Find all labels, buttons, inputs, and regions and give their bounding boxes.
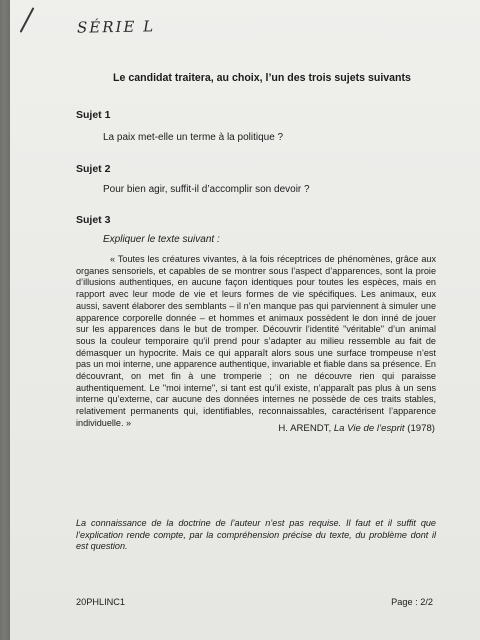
handwritten-serie: SÉRIE L xyxy=(76,17,156,37)
sujet-3-passage: « Toutes les créatures vivantes, à la fois réceptrices de phénomènes, grâce aux organes sensoriels, et capables de se montrer sous l’aspect d’apparences, sont la proie d’illusions authentiques, en aucune façon identiques pour toutes les espèces, mais en rapport avec leur mode de vie et leurs formes de vie spécifiques. Les animaux, eux aussi, savent élaborer des semblants – il n’en manque pas qui parviennent à simuler une apparence corporelle donnée – et hommes et animaux possèdent le don inné de jouer sur les apparences dans le but de tromper. Découvrir l’identité "véritable" d’un animal sous la couleur temporaire qu’il prend pour s’adapter au milieu ressemble au fait de démasquer un hypocrite. Mais ce qui apparaît alors sous une surface trompeuse n’est pas un moi interne, une apparence authentique, invariable et fiable dans sa présence. En découvrant, on met fin à une tromperie ; on ne découvre rien qui paraisse authentiquement. Le "moi interne", si tant est qu’il existe, n’apparaît pas plus à un sens interne qu’externe, car aucune des données internes ne possède de ces traits stables, relativement permanents qui, identifiables, reconnaissables, caractérisent l’apparence individuelle. » xyxy=(76,254,436,428)
citation-year: (1978) xyxy=(407,423,435,434)
sujet-3-citation xyxy=(270,423,435,434)
sujet-2-label: Sujet 2 xyxy=(76,163,111,175)
sujet-3-instruction: Expliquer le texte suivant : xyxy=(103,234,220,245)
citation-work: La Vie de l’esprit xyxy=(333,423,405,434)
pen-stroke-mark xyxy=(20,7,35,33)
page-number: Page : 2/2 xyxy=(391,597,433,607)
exam-code: 20PHLINC1 xyxy=(76,597,126,607)
sujet-1-label: Sujet 1 xyxy=(76,109,111,121)
sujet-3-label: Sujet 3 xyxy=(76,214,111,226)
sujet-2-question: Pour bien agir, suffit-il d’accomplir son devoir ? xyxy=(103,184,310,195)
sujet-1-question: La paix met-elle un terme à la politique ? xyxy=(103,132,284,143)
citation-author: H. ARENDT, xyxy=(278,423,332,434)
header-instruction: Le candidat traitera, au choix, l’un des trois sujets suivants xyxy=(113,72,411,84)
footer-note: La connaissance de la doctrine de l’auteur n’est pas requise. Il faut et il suffit que l’explication rende compte, par la compréhension précise du texte, du problème dont il est question. xyxy=(76,518,436,551)
exam-sheet xyxy=(10,0,480,640)
